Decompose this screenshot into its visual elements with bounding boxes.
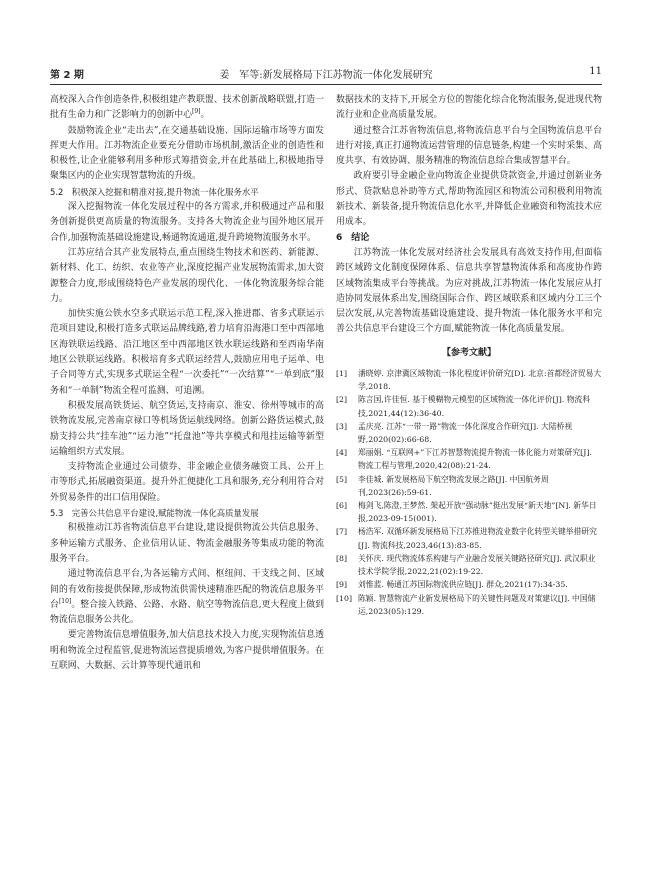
reference-item	[336, 499, 602, 525]
section-heading-5-3: 5.3 完善公共信息平台建设,赋能物流一体化高质量发展	[50, 508, 259, 519]
reference-number: [6]	[336, 501, 348, 511]
right-column	[336, 93, 602, 618]
paragraph: 支持物流企业通过公司债券、非金融企业债务融资工具、公开上市等形式,拓展融资渠道。提升外汇便捷化工具和服务,充分利用符合对外贸易条件的出口信用保险。	[50, 462, 324, 503]
paragraph: 江苏物流一体化发展对经济社会发展具有高效支持作用,但面临跨区域跨文化制度保障体系、信息共享智慧物流体系和高度协作跨区域物流集成平台等挑战。为应对挑战,江苏物流一体化发展应从打造协同发展体系出发,围绕国际合作、跨区域联系和区域内分工三个层次发展,从完善物流基础设施建设、提升物流一体化服务水平和完善公共信息平台建设三个方面,赋能物流一体化高质量发展。	[336, 247, 602, 335]
reference-item	[336, 473, 602, 499]
paragraph: 数据技术的支持下,开展全方位的智能化综合化物流服务,促进现代物流行业和企业高质量发展。	[336, 95, 602, 121]
paragraph: 积极发展高铁货运、航空货运,支持南京、淮安、徐州等城市的高铁物流发展,完善南京禄口等机场货运航线网络。创新公路货运模式,鼓励支持公共“挂车池”“运力池”“托盘池”等共享模式和甩挂运输等新型运输组织方式发展。	[50, 400, 324, 457]
running-title: 姜 军等:新发展格局下江苏物流一体化发展研究	[219, 70, 433, 81]
reference-item	[336, 578, 602, 591]
reference-text: 关怀庆. 现代物流体系构建与产业融合发展关键路径研究[J]. 武汉职业技术学院学报,2022,21(02):19-22.	[358, 553, 596, 577]
paragraph: 鼓励物流企业“走出去”,在交通基础设施、国际运输市场等方面发挥更大作用。江苏物流企业要充分借助市场机制,激活企业的创造性和积极性,让企业能够利用多种形式筹措资金,并在此基础上,积极地指导聚集区内的企业实现智慧物流的升级。	[50, 125, 324, 182]
paragraph: 深入挖掘物流一体化发展过程中的各方需求,并积极通过产品和服务创新提供更高质量的物流服务。支持各大物流企业与国外地区展开合作,加强物流基础设施建设,畅通物流通道,提升跨境物流服务水平。	[50, 202, 324, 243]
paragraph: 通过整合江苏省物流信息,将物流信息平台与全国物流信息平台进行对接,真正打通物流运营管理的信息链条,构建一个实时采集、高度共享、有效协调、服务精准的物流信息综合集成智慧平台。	[336, 125, 602, 167]
reference-text: 刘惟蓝. 畅通江苏国际物流供应链[J]. 群众,2021(17):34-35.	[358, 580, 568, 590]
reference-text: 潘晓婷. 京津冀区域物流一体化程度评价研究[D]. 北京:首都经济贸易大学,2018.	[358, 369, 602, 392]
reference-item	[336, 393, 602, 419]
left-column	[50, 93, 324, 674]
reference-item	[336, 592, 602, 618]
reference-item	[336, 367, 602, 393]
reference-text: 陈颖. 智慧物流产业新发展格局下的关键性问题及对策建议[J]. 中国储运,2023(05):129.	[358, 593, 596, 616]
citation: [10]	[58, 597, 72, 605]
reference-text: 梅剑飞,陈澄,王梦然. 架起开放“强动脉”挺出发展“新天地”[N]. 新华日报,2023-09-15(001).	[358, 501, 597, 524]
paragraph: 高校深入合作创造条件,积极组建产教联盟、技术创新战略联盟,打造一批有生命力和广泛影响力的创新中心[9]。	[50, 95, 324, 121]
reference-item	[336, 446, 602, 472]
paragraph: 积极推动江苏省物流信息平台建设,建设提供物流公共信息服务、多种运输方式服务、企业信用认证、物流金融服务等集成功能的物流服务平台。	[50, 523, 324, 564]
page-number: 11	[589, 66, 602, 77]
reference-list	[336, 367, 602, 618]
paragraph: 要完善物流信息增值服务,加大信息技术投入力度,实现物流信息透明和物流全过程监管,促进物流运营提质增效,为客户提供增值服务。在互联网、大数据、云计算等现代通讯和	[50, 630, 324, 671]
reference-number: [7]	[336, 527, 348, 537]
reference-number: [8]	[336, 553, 348, 563]
reference-text: 李佳城. 新发展格局下航空物流发展之路[J]. 中国航务周刊,2023(26):59-61.	[358, 474, 549, 497]
section-heading-6: 6 结论	[336, 232, 370, 243]
section-heading-5-2: 5.2 积极深入挖掘和精准对接,提升物流一体化服务水平	[50, 186, 259, 197]
reference-number: [3]	[336, 421, 348, 431]
reference-number: [9]	[336, 580, 348, 590]
reference-number: [1]	[336, 369, 348, 379]
header-rule	[50, 84, 602, 85]
reference-number: [10]	[336, 593, 353, 603]
references-title: 【参考文献】	[441, 347, 496, 358]
reference-item	[336, 420, 602, 446]
paragraph: 通过物流信息平台,为各运输方式间、枢纽间、干支线之间、区域间的有效衔接提供保障,形成物流供需快速精准匹配的物流信息服务平台[10]。整合接入铁路、公路、水路、航空等物流信息,更大程度上做到物流信息服务公共化。	[50, 569, 325, 626]
reference-text: 杨浩军. 双循环新发展格局下江苏推进物流业数字化转型关键举措研究[J]. 物流科技,2023,46(13):83-85.	[358, 527, 597, 550]
issue-label: 第 2 期	[50, 70, 84, 81]
reference-text: 陈言国,许佳恒. 基于模糊物元模型的区域物流一体化评价[J]. 物流科技,2021,44(12):36-40.	[358, 395, 591, 418]
reference-text: 孟庆亮. 江苏“一带一路”物流一体化深度合作研究[J]. 大陆桥视野,2020(02):66-68.	[358, 421, 573, 445]
paragraph: 政府要引导金融企业向物流企业提供贷款资金,并通过创新业务形式、贷款贴息补助等方式,帮助物流园区和物流公司积极利用物流新技术、新装备,提升物流信息化水平,并降低企业融资和物流技术应用成本。	[336, 171, 602, 228]
reference-text: 郑丽娟. “互联网+”下江苏智慧物流提升物流一体化能力对策研究[J]. 物流工程与管理,2020,42(08):21-24.	[358, 448, 592, 471]
paragraph: 江苏应结合其产业发展特点,重点围绕生物技术和医药、新能源、新材料、化工、纺织、农业等产业,深度挖掘产业发展物流需求,加大资源整合力度,形成围绕特色产业发展的现代化、一体化物流服务综合能力。	[50, 247, 324, 304]
reference-number: [4]	[336, 448, 348, 458]
reference-number: [5]	[336, 474, 348, 484]
citation: [9]	[192, 108, 201, 116]
reference-number: [2]	[336, 395, 348, 405]
page-header	[50, 66, 602, 84]
reference-item	[336, 525, 602, 551]
paragraph: 加快实施公铁水空多式联运示范工程,深入推进郡、省多式联运示范项目建设,积极打造多式联运品牌线路,着力培育沿海港口至中西部地区海铁联运线路、沿江地区至中西部地区铁水联运线路和至西南华南地区公铁联运线路。积极培育多式联运经营人,鼓励应用电子运单、电子合同等方式,实现多式联运全程“一次委托”“一次结算”“一单到底”服务和“一单制”物流全程可监测、可追溯。	[50, 309, 324, 396]
reference-item	[336, 552, 602, 578]
